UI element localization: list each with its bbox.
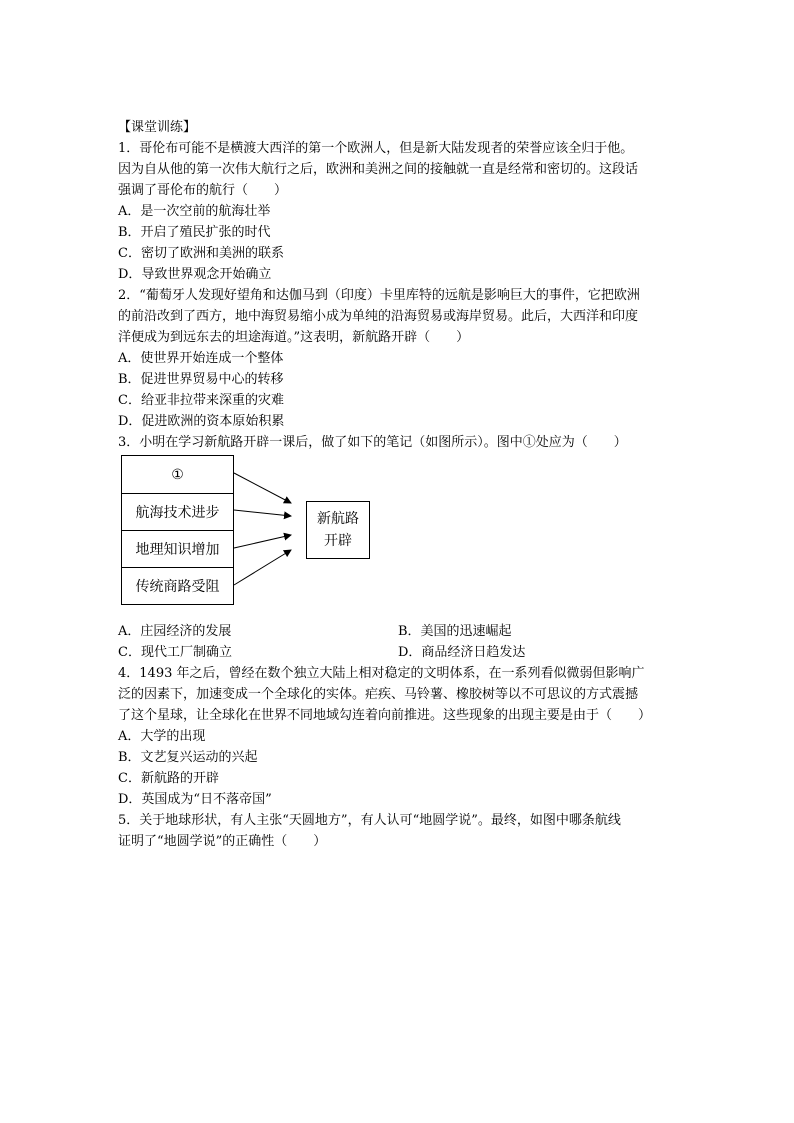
question-2-line-1: 2．“葡萄牙人发现好望角和达伽马到（印度）卡里库特的远航是影响巨大的事件，它把欧洲 — [118, 288, 640, 303]
question-5-line-1: 5．关于地球形状，有人主张“天圆地方”，有人认可“地圆学说”。最终，如图中哪条航线 — [118, 813, 621, 828]
question-4-line-1: 4．1493 年之后，曾经在数个独立大陆上相对稳定的文明体系，在一系列看似微弱但影响广 — [118, 666, 645, 681]
question-4-option-b[interactable]: B．文艺复兴运动的兴起 — [118, 750, 258, 765]
question-5-line-2: 证明了“地圆学说”的正确性（ ） — [118, 834, 327, 849]
result-line-2: 开辟 — [324, 533, 352, 549]
question-1-option-a[interactable]: A．是一次空前的航海壮举 — [118, 204, 271, 219]
question-3-line-1: 3．小明在学习新航路开辟一课后，做了如下的笔记（如图所示）。图中①处应为（ ） — [118, 435, 627, 450]
question-2-option-c[interactable]: C．给亚非拉带来深重的灾难 — [118, 393, 284, 408]
arrow-1 — [234, 473, 291, 503]
question-4-option-a[interactable]: A．大学的出现 — [118, 729, 206, 744]
result-box — [306, 501, 370, 559]
cause-blank: ① — [171, 466, 184, 483]
question-1-option-c[interactable]: C．密切了欧洲和美洲的联系 — [118, 246, 284, 261]
question-3-option-c[interactable]: C．现代工厂制确立 — [118, 645, 232, 660]
question-2-line-3: 洋便成为到远东去的坦途海道。”这表明，新航路开辟（ ） — [118, 330, 470, 345]
question-1-line-1: 1．哥伦布可能不是横渡大西洋的第一个欧洲人，但是新大陆发现者的荣誉应该全归于他。 — [118, 141, 634, 156]
section-title: 【课堂训练】 — [118, 120, 197, 135]
question-2-option-b[interactable]: B．促进世界贸易中心的转移 — [118, 372, 284, 387]
question-3-options-row-2 — [118, 642, 678, 663]
question-1 — [118, 138, 678, 285]
arrow-3 — [234, 535, 291, 548]
question-4-option-d[interactable]: D．英国成为“日不落帝国” — [118, 792, 272, 807]
question-1-line-2: 因为自从他的第一次伟大航行之后，欧洲和美洲之间的接触就一直是经常和密切的。这段话 — [118, 162, 639, 177]
question-1-option-b[interactable]: B．开启了殖民扩张的时代 — [118, 225, 271, 240]
arrow-4 — [234, 550, 291, 585]
question-3 — [118, 432, 678, 663]
cause-diagram — [118, 455, 678, 621]
question-2 — [118, 285, 678, 432]
question-4-option-c[interactable]: C．新航路的开辟 — [118, 771, 219, 786]
question-3-option-d[interactable]: D．商品经济日趋发达 — [398, 645, 526, 660]
question-1-line-3: 强调了哥伦布的航行（ ） — [118, 183, 288, 198]
cause-trade-route-blocked: 传统商路受阻 — [122, 567, 233, 604]
question-3-option-a[interactable]: A．庄园经济的发展 — [118, 624, 232, 639]
question-5 — [118, 810, 678, 852]
question-4-line-3: 了这个星球，让全球化在世界不同地域勾连着向前推进。这些现象的出现主要是由于（ ） — [118, 708, 652, 723]
question-4-line-2: 泛的因素下，加速变成一个全球化的实体。疟疾、马铃薯、橡胶树等以不可思议的方式震撼 — [118, 687, 639, 702]
question-1-option-d[interactable]: D．导致世界观念开始确立 — [118, 267, 272, 282]
question-2-option-d[interactable]: D．促进欧洲的资本原始积累 — [118, 414, 285, 429]
question-4 — [118, 663, 678, 810]
question-3-options-row-1 — [118, 621, 678, 642]
question-2-line-2: 的前沿改到了西方，地中海贸易缩小成为单纯的沿海贸易或海岸贸易。此后，大西洋和印度 — [118, 309, 639, 324]
question-3-option-b[interactable]: B．美国的迅速崛起 — [398, 624, 512, 639]
arrow-2 — [234, 510, 291, 516]
question-2-option-a[interactable]: A．使世界开始连成一个整体 — [118, 351, 284, 366]
cause-navigation-tech: 航海技术进步 — [122, 493, 233, 530]
result-line-1: 新航路 — [317, 511, 359, 527]
worksheet — [118, 117, 678, 852]
cause-geography-knowledge: 地理知识增加 — [122, 530, 233, 567]
